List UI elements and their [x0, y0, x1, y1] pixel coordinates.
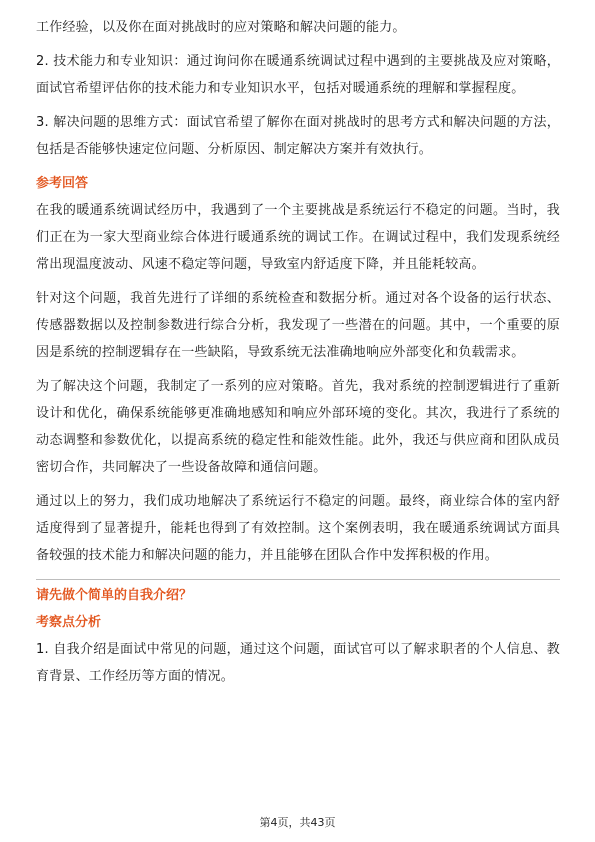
- reference-paragraph-1: 在我的暖通系统调试经历中，我遇到了一个主要挑战是系统运行不稳定的问题。当时，我们正在为一家大型商业综合体进行暖通系统的调试工作。在调试过程中，我们发现系统经常出现温度波动、风速不稳定等问题，导致室内舒适度下降，并且能耗较高。: [36, 203, 560, 272]
- analysis-paragraph-1: 1. 自我介绍是面试中常见的问题，通过这个问题，面试官可以了解求职者的个人信息、教育背景、工作经历等方面的情况。: [36, 642, 560, 684]
- section-divider: [36, 579, 560, 580]
- intro-paragraph-2: 2. 技术能力和专业知识：通过询问你在暖通系统调试过程中遇到的主要挑战及应对策略，面试官希望评估你的技术能力和专业知识水平，包括对暖通系统的理解和掌握程度。: [36, 54, 560, 96]
- question-title: 请先做个简单的自我介绍？: [36, 588, 193, 603]
- document-page: [36, 14, 560, 697]
- intro-paragraph-3: 3. 解决问题的思维方式：面试官希望了解你在面对挑战时的思考方式和解决问题的方法，包括是否能够快速定位问题、分析原因、制定解决方案并有效执行。: [36, 115, 560, 157]
- reference-paragraph-3: 为了解决这个问题，我制定了一系列的应对策略。首先，我对系统的控制逻辑进行了重新设计和优化，确保系统能够更准确地感知和响应外部环境的变化。其次，我进行了系统的动态调整和参数优化，以提高系统的稳定性和能效性能。此外，我还与供应商和团队成员密切合作，共同解决了一些设备故障和通信问题。: [36, 379, 560, 475]
- reference-paragraph-2: 针对这个问题，我首先进行了详细的系统检查和数据分析。通过对各个设备的运行状态、传感器数据以及控制参数进行综合分析，我发现了一些潜在的问题。其中，一个重要的原因是系统的控制逻辑存在一些缺陷，导致系统无法准确地响应外部变化和负载需求。: [36, 291, 560, 360]
- reference-paragraph-4: 通过以上的努力，我们成功地解决了系统运行不稳定的问题。最终，商业综合体的室内舒适度得到了显著提升，能耗也得到了有效控制。这个案例表明，我在暖通系统调试方面具备较强的技术能力和解决问题的能力，并且能够在团队合作中发挥积极的作用。: [36, 494, 560, 563]
- page-footer: 第4页，共43页: [259, 816, 336, 829]
- intro-paragraph-1: 工作经验，以及你在面对挑战时的应对策略和解决问题的能力。: [36, 20, 406, 35]
- reference-answer-heading: 参考回答: [36, 176, 89, 191]
- analysis-heading: 考察点分析: [36, 615, 102, 630]
